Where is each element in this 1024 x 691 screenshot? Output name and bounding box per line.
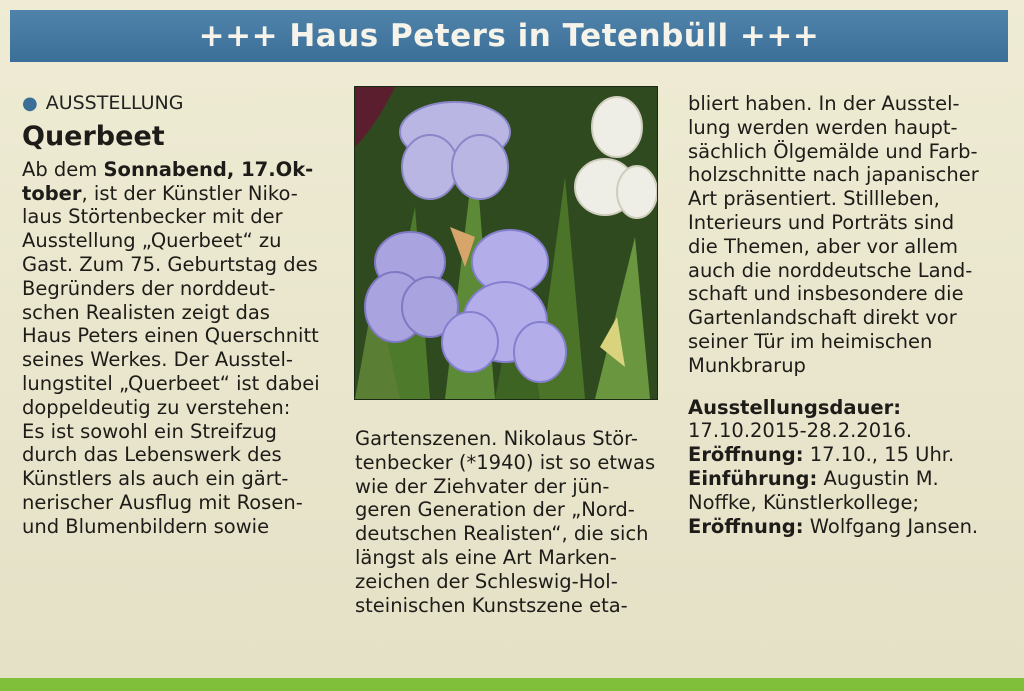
para-line: und Blumenbildern sowie (22, 514, 270, 538)
para-line: zeichen der Schleswig-Hol- (355, 569, 618, 593)
para-line: Munkbrarup (688, 353, 806, 377)
kicker (22, 92, 342, 116)
banner-title: +++ Haus Peters in Tetenbüll +++ (198, 18, 820, 54)
article-column-2 (355, 427, 665, 617)
para-line: tober, ist der Künstler Niko- (22, 181, 298, 205)
para-line: sächlich Ölgemälde und Farb- (688, 139, 978, 163)
para-line: lungstitel „Querbeet“ ist dabei (22, 371, 320, 395)
para-line: Künstlers als auch ein gärt- (22, 467, 289, 491)
para-line: Interieurs und Porträts sind (688, 210, 955, 234)
para-line: wie der Ziehvater der jün- (355, 474, 610, 498)
para-line: Art präsentiert. Stillleben, (688, 187, 940, 211)
para-line: geren Generation der „Nord- (355, 498, 635, 522)
info-intro-cont: Noffke, Künstlerkollege; (688, 490, 920, 514)
para-line: schaft und insbesondere die (688, 282, 964, 306)
para-line: steinischen Kunstszene eta- (355, 593, 628, 617)
bullet-icon: ● (22, 93, 38, 114)
para-line: holzschnitte nach japanischer (688, 163, 979, 187)
info-duration-value: 17.10.2015-28.2.2016. (688, 419, 913, 443)
iris-painting-image (354, 86, 658, 400)
para-line: lung werden werden haupt- (688, 115, 958, 139)
para-line: auch die norddeutsche Land- (688, 258, 973, 282)
para-line: tenbecker (*1940) ist so etwas (355, 450, 656, 474)
article-headline: Querbeet (22, 120, 165, 152)
para-line: Ab dem Sonnabend, 17.Ok- (22, 157, 314, 181)
para-line: Gartenszenen. Nikolaus Stör- (355, 427, 638, 450)
para-line: Ausstellung „Querbeet“ zu (22, 229, 282, 253)
info-opening: Eröffnung: 17.10., 15 Uhr. (688, 443, 955, 467)
para-line: seiner Tür im heimischen (688, 329, 933, 353)
para-line: Haus Peters einen Querschnitt (22, 324, 319, 348)
para-line: durch das Lebenswerk des (22, 443, 282, 467)
para-line: schen Realisten zeigt das (22, 300, 270, 324)
para-line: laus Störtenbecker mit der (22, 205, 283, 229)
para-line: die Themen, aber vor allem (688, 234, 959, 258)
para-line: Gartenlandschaft direkt vor (688, 306, 957, 330)
para-line: Es ist sowohl ein Streifzug (22, 419, 277, 443)
para-line: deutschen Realisten“, die sich (355, 522, 649, 546)
para-line: bliert haben. In der Ausstel- (688, 92, 960, 115)
info-opening-2: Eröffnung: Wolfgang Jansen. (688, 514, 979, 538)
para-line: Gast. Zum 75. Geburtstag des (22, 252, 318, 276)
para-line: nerischer Ausflug mit Rosen- (22, 490, 303, 514)
para-line: seines Werkes. Der Ausstel- (22, 348, 293, 372)
article-column-1 (22, 92, 342, 539)
para-line: Begründers der norddeut- (22, 276, 276, 300)
info-intro: Einführung: Augustin M. (688, 466, 939, 490)
para-line: doppeldeutig zu verstehen: (22, 395, 291, 419)
info-duration-label: Ausstellungsdauer: (688, 395, 902, 419)
article-column-3 (688, 92, 1008, 538)
header-banner (10, 10, 1008, 62)
kicker-label: AUSSTELLUNG (45, 92, 184, 114)
bottom-green-strip (0, 678, 1024, 691)
para-line: längst als eine Art Marken- (355, 545, 617, 569)
